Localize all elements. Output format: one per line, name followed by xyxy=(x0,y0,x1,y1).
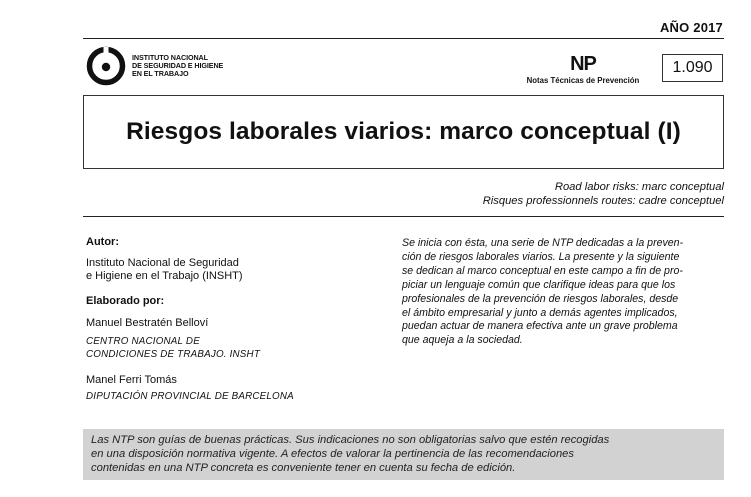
note-line: en una disposición normativa vigente. A efectos de valorar la pertinencia de las recomendaciones xyxy=(91,448,575,460)
title-box xyxy=(83,95,724,169)
institute-name xyxy=(132,54,223,78)
top-divider xyxy=(83,38,724,39)
affiliation-line: DIPUTACIÓN PROVINCIAL DE BARCELONA xyxy=(86,391,294,402)
abstract-line: ción de riesgos laborales viarios. La presente y la siguiente xyxy=(402,250,680,263)
person-affiliation xyxy=(86,390,376,403)
abstract-line: se dedican al marco conceptual en este campo a fin de pro- xyxy=(402,264,683,277)
prepared-by-heading: Elaborado por: xyxy=(86,294,165,307)
year-label: AÑO 2017 xyxy=(659,20,723,35)
institute-line: DE SEGURIDAD E HIGIENE xyxy=(132,61,224,70)
note-line: contenidas en una NTP concreta es conveniente tener en cuenta su fecha de edición. xyxy=(91,462,516,474)
ntp-number: 1.090 xyxy=(662,54,723,82)
author-line: e Higiene en el Trabajo (INSHT) xyxy=(86,270,243,282)
abstract-line: Se inicia con ésta, una serie de NTP dedicadas a la preven- xyxy=(402,237,684,249)
section-divider xyxy=(83,216,724,217)
abstract-line: piciar un lenguaje común que clarifique ideas para que los xyxy=(402,278,676,291)
institute-line: INSTITUTO NACIONAL xyxy=(132,53,208,62)
abstract-line: profesionales de la prevención de riesgos laborales, desde xyxy=(402,292,679,305)
translation-english: Road labor risks: marc conceptual xyxy=(554,181,724,193)
title-translations xyxy=(483,181,724,208)
ntp-brand xyxy=(524,54,642,85)
affiliation-line: CENTRO NACIONAL DE xyxy=(86,335,200,347)
authors-column xyxy=(86,236,376,403)
abstract xyxy=(402,237,724,348)
document-title: Riesgos laborales viarios: marco conceptual (I) xyxy=(126,118,681,145)
author-line: Instituto Nacional de Seguridad xyxy=(86,256,239,269)
author-heading: Autor: xyxy=(86,236,119,248)
abstract-line: el ámbito empresarial y junto a demás agentes implicados, xyxy=(402,306,678,319)
abstract-line: que aqueja a la sociedad. xyxy=(402,334,523,347)
disclaimer-note xyxy=(83,429,724,480)
affiliation-line: CONDICIONES DE TRABAJO. INSHT xyxy=(86,348,260,360)
institute-line: EN EL TRABAJO xyxy=(132,69,189,78)
author-name xyxy=(86,257,376,284)
note-line: Las NTP son guías de buenas prácticas. Sus indicaciones no son obligatorias salvo que estén recogidas xyxy=(91,434,610,446)
institute-logo xyxy=(86,46,223,86)
person-name: Manel Ferri Tomás xyxy=(86,373,177,386)
person-name: Manuel Bestratén Belloví xyxy=(86,317,209,329)
ntp-subtitle: Notas Técnicas de Prevención xyxy=(526,76,640,85)
ntp-logo: NP xyxy=(570,53,596,75)
person-affiliation xyxy=(86,335,376,361)
abstract-line: puedan actuar de manera efectiva ante un grave problema xyxy=(402,320,678,333)
insht-logo-icon xyxy=(86,46,126,86)
translation-french: Risques professionnels routes: cadre conceptuel xyxy=(482,194,724,207)
